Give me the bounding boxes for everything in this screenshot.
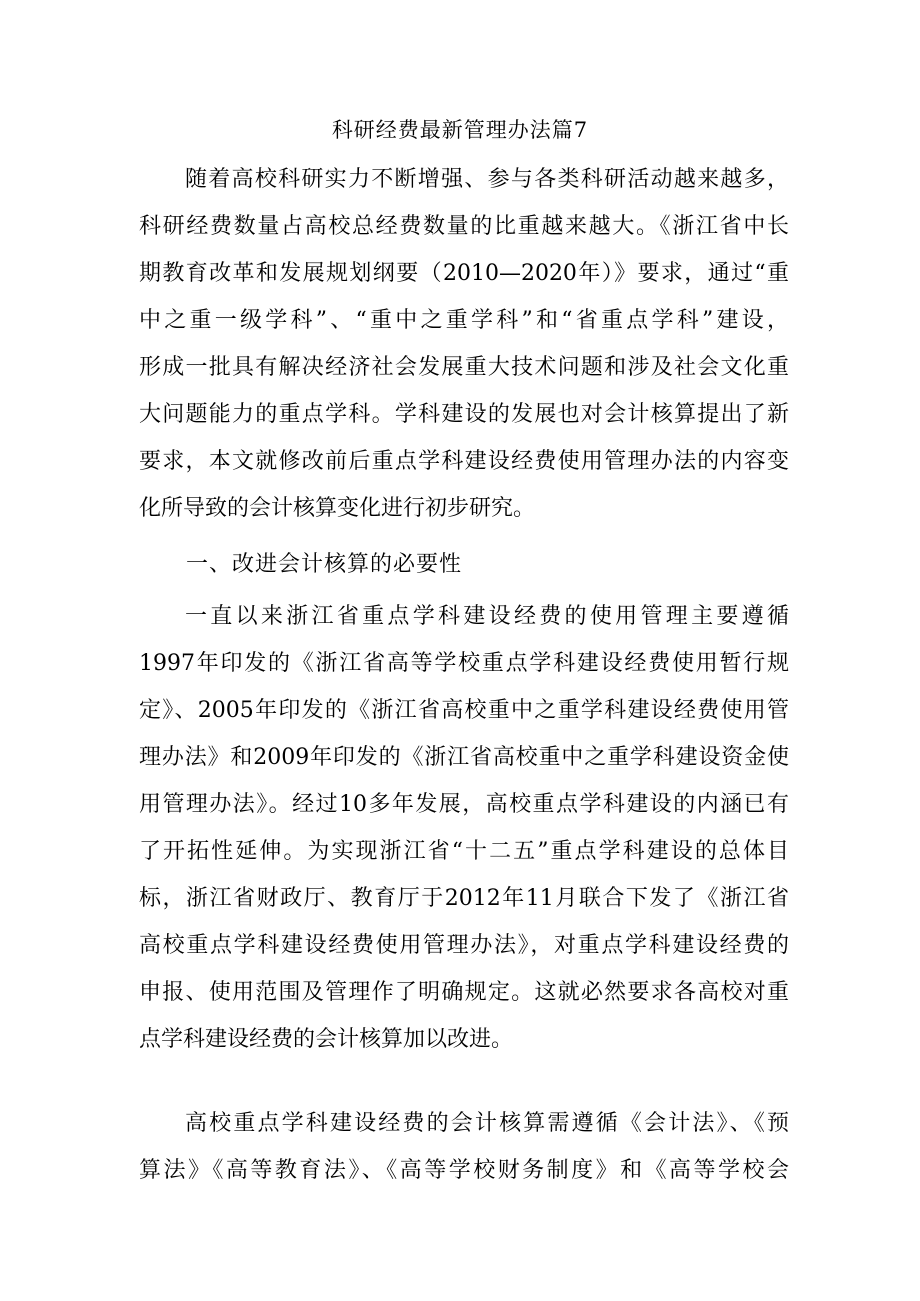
- paragraph-accounting-rules: [139, 1100, 789, 1194]
- text-line: 高校重点学科建设经费的会计核算需遵循《会计法》、《预: [185, 1111, 789, 1136]
- paragraph-background: [139, 593, 789, 1063]
- text-line: 中之重一级学科”、“重中之重学科”和“省重点学科”建设，: [139, 308, 789, 333]
- text-line: 点学科建设经费的会计核算加以改进。: [139, 1027, 514, 1052]
- text-line: 定》、2005年印发的《浙江省高校重中之重学科建设经费使用管: [139, 698, 789, 723]
- text-line: 算法》《高等教育法》、《高等学校财务制度》和《高等学校会: [139, 1158, 789, 1183]
- text-line: 理办法》和2009年印发的《浙江省高校重中之重学科建设资金使: [139, 745, 789, 770]
- text-line: 用管理办法》。经过10多年发展，高校重点学科建设的内涵已有: [139, 792, 789, 817]
- section-heading: 一、改进会计核算的必要性: [186, 552, 463, 577]
- text-line: 标，浙江省财政厅、教育厅于2012年11月联合下发了《浙江省: [139, 886, 789, 911]
- text-line: 科研经费数量占高校总经费数量的比重越来越大。《浙江省中长: [139, 214, 789, 239]
- text-line: 化所导致的会计核算变化进行初步研究。: [139, 496, 536, 521]
- text-line: 随着高校科研实力不断增强、参与各类科研活动越来越多，: [185, 167, 789, 192]
- document-title: 科研经费最新管理办法篇7: [331, 118, 589, 142]
- text-line: 期教育改革和发展规划纲要（2010—2020年）》要求，通过“重: [139, 261, 789, 286]
- text-line: 1997年印发的《浙江省高等学校重点学科建设经费使用暂行规: [139, 651, 789, 676]
- text-line: 了开拓性延伸。为实现浙江省“十二五”重点学科建设的总体目: [139, 839, 789, 864]
- text-line: 大问题能力的重点学科。学科建设的发展也对会计核算提出了新: [139, 402, 789, 427]
- text-line: 要求，本文就修改前后重点学科建设经费使用管理办法的内容变: [139, 449, 789, 474]
- text-line: 形成一批具有解决经济社会发展重大技术问题和涉及社会文化重: [139, 355, 789, 380]
- text-line: 高校重点学科建设经费使用管理办法》，对重点学科建设经费的: [139, 933, 789, 958]
- text-line: 一直以来浙江省重点学科建设经费的使用管理主要遵循: [185, 604, 789, 629]
- text-line: 申报、使用范围及管理作了明确规定。这就必然要求各高校对重: [139, 980, 789, 1005]
- paragraph-intro: [139, 156, 789, 532]
